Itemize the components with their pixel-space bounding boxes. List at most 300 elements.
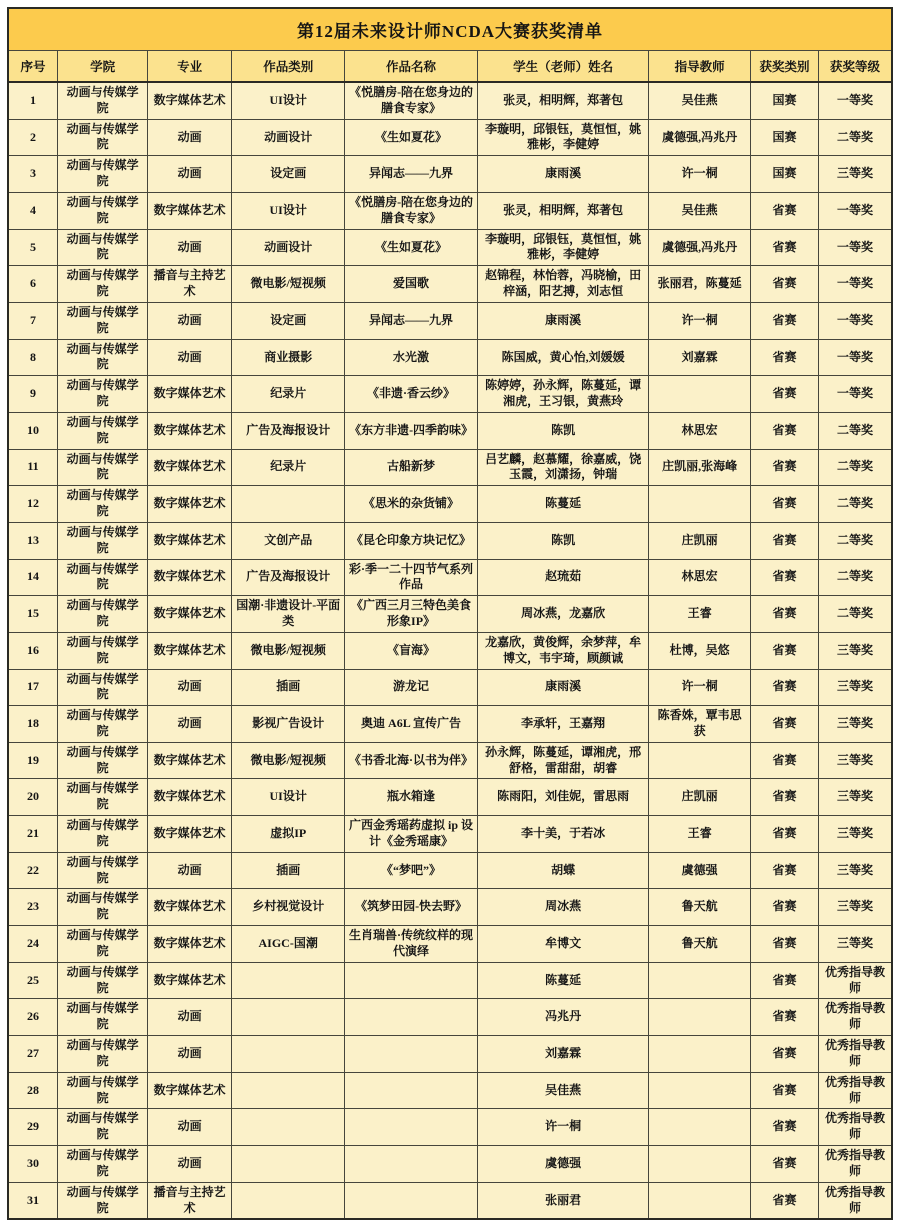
table-row-25 (8, 962, 892, 999)
cell-r21-c8: 省赛 (751, 816, 819, 853)
cell-r29-c9: 优秀指导教师 (819, 1109, 892, 1146)
cell-r29-c7 (649, 1109, 751, 1146)
cell-r15-c9: 二等奖 (819, 596, 892, 633)
cell-r20-c2: 动画与传媒学院 (58, 779, 148, 816)
table-row-1 (8, 82, 892, 119)
cell-r26-c4 (232, 999, 345, 1036)
cell-r21-c9: 三等奖 (819, 816, 892, 853)
cell-r31-c6: 张丽君 (477, 1182, 648, 1219)
cell-r9-c5: 《非遗·香云纱》 (345, 376, 478, 413)
cell-r6-c4: 微电影/短视频 (232, 266, 345, 303)
cell-r18-c5: 奥迪 A6L 宣传广告 (345, 706, 478, 743)
column-header-3: 作品类别 (232, 51, 345, 83)
cell-r28-c6: 吴佳燕 (477, 1072, 648, 1109)
cell-r22-c6: 胡蝶 (477, 852, 648, 889)
cell-r6-c5: 爱国歌 (345, 266, 478, 303)
cell-r29-c1: 29 (8, 1109, 58, 1146)
cell-r22-c8: 省赛 (751, 852, 819, 889)
cell-r29-c2: 动画与传媒学院 (58, 1109, 148, 1146)
cell-r8-c6: 陈国威，黄心怡,刘媛媛 (477, 339, 648, 376)
cell-r24-c8: 省赛 (751, 926, 819, 963)
cell-r12-c6: 陈蔓延 (477, 486, 648, 523)
cell-r22-c5: 《“梦吧”》 (345, 852, 478, 889)
cell-r7-c8: 省赛 (751, 302, 819, 339)
table-row-29 (8, 1109, 892, 1146)
table-row-7 (8, 302, 892, 339)
cell-r12-c5: 《思米的杂货铺》 (345, 486, 478, 523)
cell-r22-c2: 动画与传媒学院 (58, 852, 148, 889)
cell-r19-c3: 数字媒体艺术 (148, 742, 232, 779)
cell-r8-c5: 水光激 (345, 339, 478, 376)
cell-r16-c4: 微电影/短视频 (232, 632, 345, 669)
cell-r9-c3: 数字媒体艺术 (148, 376, 232, 413)
column-header-7: 获奖类别 (751, 51, 819, 83)
cell-r13-c4: 文创产品 (232, 522, 345, 559)
cell-r28-c3: 数字媒体艺术 (148, 1072, 232, 1109)
cell-r5-c4: 动画设计 (232, 229, 345, 266)
cell-r19-c5: 《书香北海·以书为伴》 (345, 742, 478, 779)
column-header-4: 作品名称 (345, 51, 478, 83)
cell-r25-c5 (345, 962, 478, 999)
cell-r16-c1: 16 (8, 632, 58, 669)
cell-r26-c5 (345, 999, 478, 1036)
cell-r10-c1: 10 (8, 412, 58, 449)
cell-r1-c4: UI设计 (232, 82, 345, 119)
cell-r13-c1: 13 (8, 522, 58, 559)
cell-r1-c2: 动画与传媒学院 (58, 82, 148, 119)
cell-r23-c2: 动画与传媒学院 (58, 889, 148, 926)
cell-r8-c7: 刘嘉霖 (649, 339, 751, 376)
cell-r11-c2: 动画与传媒学院 (58, 449, 148, 486)
cell-r2-c9: 二等奖 (819, 119, 892, 156)
cell-r17-c7: 许一桐 (649, 669, 751, 706)
cell-r11-c1: 11 (8, 449, 58, 486)
cell-r31-c5 (345, 1182, 478, 1219)
cell-r12-c8: 省赛 (751, 486, 819, 523)
table-row-17 (8, 669, 892, 706)
cell-r18-c7: 陈香姝，覃韦思获 (649, 706, 751, 743)
cell-r3-c2: 动画与传媒学院 (58, 156, 148, 193)
cell-r10-c2: 动画与传媒学院 (58, 412, 148, 449)
table-row-19 (8, 742, 892, 779)
table-row-26 (8, 999, 892, 1036)
cell-r17-c6: 康雨溪 (477, 669, 648, 706)
cell-r23-c1: 23 (8, 889, 58, 926)
cell-r25-c9: 优秀指导教师 (819, 962, 892, 999)
table-row-10 (8, 412, 892, 449)
cell-r4-c6: 张灵，相明辉，郑著包 (477, 192, 648, 229)
cell-r20-c5: 瓶水箱逢 (345, 779, 478, 816)
table-row-8 (8, 339, 892, 376)
cell-r31-c7 (649, 1182, 751, 1219)
cell-r19-c9: 三等奖 (819, 742, 892, 779)
cell-r26-c6: 冯兆丹 (477, 999, 648, 1036)
cell-r12-c4 (232, 486, 345, 523)
cell-r26-c1: 26 (8, 999, 58, 1036)
cell-r9-c4: 纪录片 (232, 376, 345, 413)
cell-r13-c8: 省赛 (751, 522, 819, 559)
cell-r19-c1: 19 (8, 742, 58, 779)
cell-r5-c1: 5 (8, 229, 58, 266)
cell-r17-c8: 省赛 (751, 669, 819, 706)
cell-r19-c7 (649, 742, 751, 779)
cell-r6-c8: 省赛 (751, 266, 819, 303)
cell-r10-c8: 省赛 (751, 412, 819, 449)
title-row (8, 8, 892, 51)
cell-r15-c3: 数字媒体艺术 (148, 596, 232, 633)
cell-r2-c2: 动画与传媒学院 (58, 119, 148, 156)
cell-r2-c7: 虞德强,冯兆丹 (649, 119, 751, 156)
cell-r11-c9: 二等奖 (819, 449, 892, 486)
cell-r24-c4: AIGC-国潮 (232, 926, 345, 963)
cell-r4-c4: UI设计 (232, 192, 345, 229)
cell-r30-c3: 动画 (148, 1146, 232, 1183)
cell-r1-c6: 张灵，相明辉，郑著包 (477, 82, 648, 119)
cell-r22-c9: 三等奖 (819, 852, 892, 889)
cell-r24-c7: 鲁天航 (649, 926, 751, 963)
table-row-15 (8, 596, 892, 633)
table-row-18 (8, 706, 892, 743)
cell-r21-c1: 21 (8, 816, 58, 853)
cell-r26-c7 (649, 999, 751, 1036)
cell-r17-c3: 动画 (148, 669, 232, 706)
cell-r23-c3: 数字媒体艺术 (148, 889, 232, 926)
cell-r17-c9: 三等奖 (819, 669, 892, 706)
cell-r17-c1: 17 (8, 669, 58, 706)
cell-r6-c3: 播音与主持艺术 (148, 266, 232, 303)
cell-r16-c3: 数字媒体艺术 (148, 632, 232, 669)
column-header-5: 学生（老师）姓名 (477, 51, 648, 83)
cell-r5-c2: 动画与传媒学院 (58, 229, 148, 266)
cell-r14-c5: 彩·季一二十四节气系列作品 (345, 559, 478, 596)
cell-r4-c1: 4 (8, 192, 58, 229)
table-row-3 (8, 156, 892, 193)
table-row-4 (8, 192, 892, 229)
cell-r2-c6: 李璇明，邱银钰，莫恒恒，姚雅彬，李健婷 (477, 119, 648, 156)
cell-r25-c6: 陈蔓延 (477, 962, 648, 999)
cell-r4-c8: 省赛 (751, 192, 819, 229)
cell-r26-c9: 优秀指导教师 (819, 999, 892, 1036)
cell-r15-c1: 15 (8, 596, 58, 633)
cell-r14-c2: 动画与传媒学院 (58, 559, 148, 596)
cell-r3-c3: 动画 (148, 156, 232, 193)
cell-r23-c6: 周冰燕 (477, 889, 648, 926)
cell-r27-c7 (649, 1036, 751, 1073)
cell-r14-c6: 赵琉茹 (477, 559, 648, 596)
cell-r9-c9: 一等奖 (819, 376, 892, 413)
cell-r9-c2: 动画与传媒学院 (58, 376, 148, 413)
award-table (7, 7, 893, 1220)
cell-r10-c9: 二等奖 (819, 412, 892, 449)
table-row-27 (8, 1036, 892, 1073)
cell-r16-c8: 省赛 (751, 632, 819, 669)
cell-r30-c1: 30 (8, 1146, 58, 1183)
cell-r20-c1: 20 (8, 779, 58, 816)
cell-r22-c4: 插画 (232, 852, 345, 889)
cell-r30-c2: 动画与传媒学院 (58, 1146, 148, 1183)
column-header-2: 专业 (148, 51, 232, 83)
cell-r3-c5: 异闻志——九界 (345, 156, 478, 193)
cell-r30-c8: 省赛 (751, 1146, 819, 1183)
cell-r13-c5: 《昆仑印象方块记忆》 (345, 522, 478, 559)
cell-r31-c1: 31 (8, 1182, 58, 1219)
cell-r29-c4 (232, 1109, 345, 1146)
cell-r27-c1: 27 (8, 1036, 58, 1073)
cell-r11-c6: 吕艺麟，赵慕耀，徐嘉威，饶玉霞，刘潇扬，钟瑞 (477, 449, 648, 486)
cell-r27-c5 (345, 1036, 478, 1073)
cell-r9-c1: 9 (8, 376, 58, 413)
cell-r11-c5: 古船新梦 (345, 449, 478, 486)
cell-r18-c8: 省赛 (751, 706, 819, 743)
cell-r1-c7: 吴佳燕 (649, 82, 751, 119)
cell-r21-c6: 李十美，于若冰 (477, 816, 648, 853)
cell-r7-c4: 设定画 (232, 302, 345, 339)
cell-r26-c2: 动画与传媒学院 (58, 999, 148, 1036)
cell-r28-c5 (345, 1072, 478, 1109)
cell-r25-c8: 省赛 (751, 962, 819, 999)
cell-r11-c8: 省赛 (751, 449, 819, 486)
cell-r22-c1: 22 (8, 852, 58, 889)
cell-r18-c3: 动画 (148, 706, 232, 743)
cell-r12-c9: 二等奖 (819, 486, 892, 523)
cell-r13-c6: 陈凯 (477, 522, 648, 559)
cell-r29-c5 (345, 1109, 478, 1146)
table-row-22 (8, 852, 892, 889)
cell-r11-c7: 庄凯丽,张海峰 (649, 449, 751, 486)
table-row-16 (8, 632, 892, 669)
cell-r6-c2: 动画与传媒学院 (58, 266, 148, 303)
table-row-6 (8, 266, 892, 303)
cell-r2-c4: 动画设计 (232, 119, 345, 156)
cell-r7-c3: 动画 (148, 302, 232, 339)
cell-r16-c6: 龙嘉欣，黄俊辉，余梦萍，牟博文，韦宇琦，顾颜诚 (477, 632, 648, 669)
cell-r8-c8: 省赛 (751, 339, 819, 376)
cell-r31-c8: 省赛 (751, 1182, 819, 1219)
cell-r26-c8: 省赛 (751, 999, 819, 1036)
cell-r21-c2: 动画与传媒学院 (58, 816, 148, 853)
cell-r4-c5: 《悦膳房-陪在您身边的膳食专家》 (345, 192, 478, 229)
table-row-31 (8, 1182, 892, 1219)
cell-r7-c7: 许一桐 (649, 302, 751, 339)
cell-r29-c8: 省赛 (751, 1109, 819, 1146)
cell-r21-c3: 数字媒体艺术 (148, 816, 232, 853)
cell-r20-c3: 数字媒体艺术 (148, 779, 232, 816)
cell-r4-c3: 数字媒体艺术 (148, 192, 232, 229)
cell-r14-c3: 数字媒体艺术 (148, 559, 232, 596)
cell-r14-c9: 二等奖 (819, 559, 892, 596)
cell-r18-c6: 李承轩，王嘉翔 (477, 706, 648, 743)
cell-r12-c1: 12 (8, 486, 58, 523)
cell-r3-c9: 三等奖 (819, 156, 892, 193)
cell-r20-c6: 陈雨阳，刘佳妮，雷思雨 (477, 779, 648, 816)
cell-r1-c9: 一等奖 (819, 82, 892, 119)
cell-r2-c1: 2 (8, 119, 58, 156)
cell-r12-c2: 动画与传媒学院 (58, 486, 148, 523)
cell-r18-c4: 影视广告设计 (232, 706, 345, 743)
cell-r15-c2: 动画与传媒学院 (58, 596, 148, 633)
cell-r19-c2: 动画与传媒学院 (58, 742, 148, 779)
cell-r21-c4: 虚拟IP (232, 816, 345, 853)
cell-r23-c7: 鲁天航 (649, 889, 751, 926)
header-row (8, 51, 892, 83)
cell-r26-c3: 动画 (148, 999, 232, 1036)
cell-r3-c6: 康雨溪 (477, 156, 648, 193)
cell-r30-c7 (649, 1146, 751, 1183)
cell-r1-c5: 《悦膳房-陪在您身边的膳食专家》 (345, 82, 478, 119)
cell-r25-c4 (232, 962, 345, 999)
cell-r30-c9: 优秀指导教师 (819, 1146, 892, 1183)
table-row-12 (8, 486, 892, 523)
cell-r7-c5: 异闻志——九界 (345, 302, 478, 339)
cell-r10-c5: 《东方非遗-四季韵味》 (345, 412, 478, 449)
page-title: 第12届未来设计师NCDA大赛获奖清单 (8, 8, 892, 51)
cell-r19-c4: 微电影/短视频 (232, 742, 345, 779)
cell-r14-c8: 省赛 (751, 559, 819, 596)
cell-r28-c4 (232, 1072, 345, 1109)
cell-r13-c2: 动画与传媒学院 (58, 522, 148, 559)
cell-r24-c6: 牟博文 (477, 926, 648, 963)
cell-r5-c7: 虞德强,冯兆丹 (649, 229, 751, 266)
cell-r9-c8: 省赛 (751, 376, 819, 413)
table-row-9 (8, 376, 892, 413)
table-row-21 (8, 816, 892, 853)
cell-r8-c2: 动画与传媒学院 (58, 339, 148, 376)
cell-r18-c9: 三等奖 (819, 706, 892, 743)
cell-r8-c1: 8 (8, 339, 58, 376)
cell-r15-c5: 《广西三月三特色美食形象IP》 (345, 596, 478, 633)
table-row-14 (8, 559, 892, 596)
cell-r20-c7: 庄凯丽 (649, 779, 751, 816)
cell-r2-c3: 动画 (148, 119, 232, 156)
cell-r7-c1: 7 (8, 302, 58, 339)
cell-r24-c5: 生肖瑞兽·传统纹样的现代演绎 (345, 926, 478, 963)
cell-r18-c2: 动画与传媒学院 (58, 706, 148, 743)
column-header-8: 获奖等级 (819, 51, 892, 83)
cell-r10-c6: 陈凯 (477, 412, 648, 449)
cell-r31-c2: 动画与传媒学院 (58, 1182, 148, 1219)
cell-r27-c6: 刘嘉霖 (477, 1036, 648, 1073)
cell-r4-c9: 一等奖 (819, 192, 892, 229)
cell-r5-c9: 一等奖 (819, 229, 892, 266)
cell-r14-c7: 林思宏 (649, 559, 751, 596)
cell-r24-c1: 24 (8, 926, 58, 963)
table-row-5 (8, 229, 892, 266)
cell-r28-c7 (649, 1072, 751, 1109)
cell-r13-c9: 二等奖 (819, 522, 892, 559)
cell-r31-c9: 优秀指导教师 (819, 1182, 892, 1219)
cell-r10-c4: 广告及海报设计 (232, 412, 345, 449)
cell-r13-c3: 数字媒体艺术 (148, 522, 232, 559)
cell-r25-c3: 数字媒体艺术 (148, 962, 232, 999)
cell-r18-c1: 18 (8, 706, 58, 743)
cell-r29-c3: 动画 (148, 1109, 232, 1146)
cell-r20-c4: UI设计 (232, 779, 345, 816)
cell-r15-c6: 周冰燕，龙嘉欣 (477, 596, 648, 633)
cell-r28-c1: 28 (8, 1072, 58, 1109)
cell-r15-c8: 省赛 (751, 596, 819, 633)
cell-r20-c8: 省赛 (751, 779, 819, 816)
cell-r24-c2: 动画与传媒学院 (58, 926, 148, 963)
cell-r21-c7: 王睿 (649, 816, 751, 853)
cell-r30-c6: 虞德强 (477, 1146, 648, 1183)
column-header-0: 序号 (8, 51, 58, 83)
cell-r8-c3: 动画 (148, 339, 232, 376)
cell-r7-c2: 动画与传媒学院 (58, 302, 148, 339)
column-header-1: 学院 (58, 51, 148, 83)
cell-r1-c8: 国赛 (751, 82, 819, 119)
cell-r3-c8: 国赛 (751, 156, 819, 193)
cell-r6-c7: 张丽君，陈蔓延 (649, 266, 751, 303)
cell-r2-c5: 《生如夏花》 (345, 119, 478, 156)
cell-r27-c8: 省赛 (751, 1036, 819, 1073)
cell-r31-c4 (232, 1182, 345, 1219)
cell-r8-c9: 一等奖 (819, 339, 892, 376)
cell-r17-c4: 插画 (232, 669, 345, 706)
cell-r27-c4 (232, 1036, 345, 1073)
cell-r11-c3: 数字媒体艺术 (148, 449, 232, 486)
cell-r10-c3: 数字媒体艺术 (148, 412, 232, 449)
cell-r20-c9: 三等奖 (819, 779, 892, 816)
cell-r25-c1: 25 (8, 962, 58, 999)
cell-r8-c4: 商业摄影 (232, 339, 345, 376)
cell-r23-c9: 三等奖 (819, 889, 892, 926)
cell-r17-c5: 游龙记 (345, 669, 478, 706)
cell-r15-c7: 王睿 (649, 596, 751, 633)
cell-r24-c9: 三等奖 (819, 926, 892, 963)
cell-r11-c4: 纪录片 (232, 449, 345, 486)
cell-r27-c3: 动画 (148, 1036, 232, 1073)
cell-r3-c4: 设定画 (232, 156, 345, 193)
cell-r28-c9: 优秀指导教师 (819, 1072, 892, 1109)
cell-r16-c2: 动画与传媒学院 (58, 632, 148, 669)
cell-r23-c4: 乡村视觉设计 (232, 889, 345, 926)
cell-r6-c1: 6 (8, 266, 58, 303)
cell-r9-c6: 陈婷婷，孙永辉，陈蔓延，谭湘虎，王习银，黄燕玲 (477, 376, 648, 413)
cell-r9-c7 (649, 376, 751, 413)
cell-r30-c5 (345, 1146, 478, 1183)
cell-r22-c7: 虞德强 (649, 852, 751, 889)
cell-r14-c4: 广告及海报设计 (232, 559, 345, 596)
cell-r27-c9: 优秀指导教师 (819, 1036, 892, 1073)
cell-r12-c7 (649, 486, 751, 523)
cell-r28-c8: 省赛 (751, 1072, 819, 1109)
cell-r14-c1: 14 (8, 559, 58, 596)
cell-r16-c5: 《盲海》 (345, 632, 478, 669)
cell-r30-c4 (232, 1146, 345, 1183)
cell-r19-c6: 孙永辉，陈蔓延，谭湘虎，邢舒格，雷甜甜，胡睿 (477, 742, 648, 779)
table-row-2 (8, 119, 892, 156)
table-row-24 (8, 926, 892, 963)
cell-r10-c7: 林思宏 (649, 412, 751, 449)
cell-r17-c2: 动画与传媒学院 (58, 669, 148, 706)
cell-r23-c8: 省赛 (751, 889, 819, 926)
cell-r28-c2: 动画与传媒学院 (58, 1072, 148, 1109)
table-row-20 (8, 779, 892, 816)
cell-r31-c3: 播音与主持艺术 (148, 1182, 232, 1219)
column-header-6: 指导教师 (649, 51, 751, 83)
cell-r27-c2: 动画与传媒学院 (58, 1036, 148, 1073)
cell-r3-c7: 许一桐 (649, 156, 751, 193)
cell-r25-c2: 动画与传媒学院 (58, 962, 148, 999)
cell-r6-c6: 赵锦程，林怡蓉，冯晓榆，田梓涵，阳艺搏，刘志恒 (477, 266, 648, 303)
table-row-11 (8, 449, 892, 486)
cell-r13-c7: 庄凯丽 (649, 522, 751, 559)
table-row-13 (8, 522, 892, 559)
cell-r5-c5: 《生如夏花》 (345, 229, 478, 266)
cell-r7-c9: 一等奖 (819, 302, 892, 339)
cell-r5-c3: 动画 (148, 229, 232, 266)
table-row-28 (8, 1072, 892, 1109)
